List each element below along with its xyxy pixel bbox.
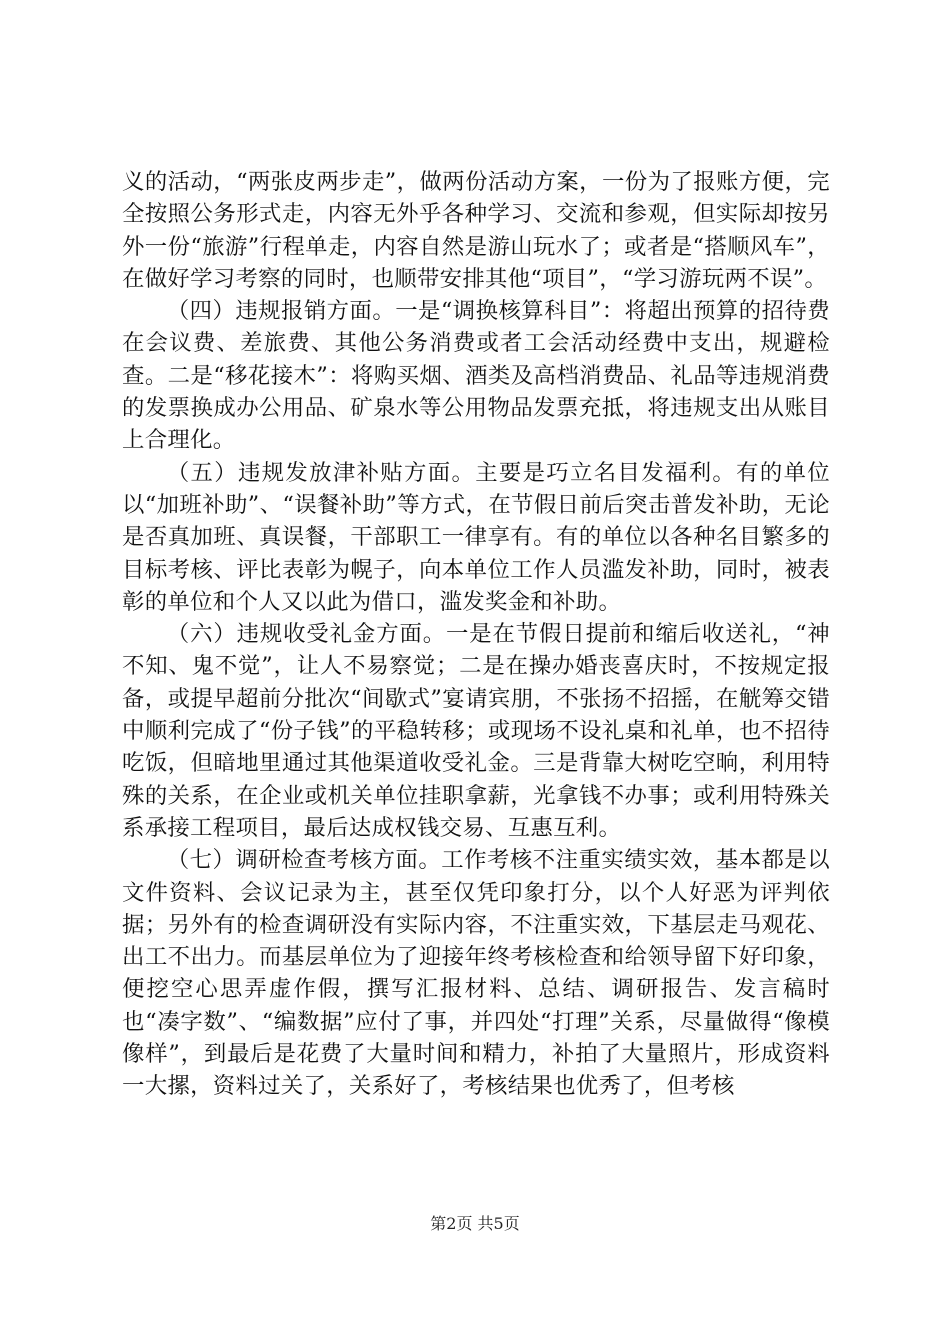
paragraph-section-5: （五）违规发放津补贴方面。主要是巧立名目发福利。有的单位以“加班补助”、“误餐补助”等方式，在节假日前后突击普发补助，无论是否真加班、真误餐，干部职工一律享有。有的单位以各种名目繁多的目标考核、评比表彰为幌子，向本单位工作人员滥发补助，同时，被表彰的单位和个人又以此为借口，滥发奖金和补助。 — [122, 459, 830, 615]
page-number-footer: 第2页 共5页 — [430, 1214, 520, 1233]
paragraph-section-4: （四）违规报销方面。一是“调换核算科目”：将超出预算的招待费在会议费、差旅费、其他公务消费或者工会活动经费中支出，规避检查。二是“移花接木”：将购买烟、酒类及高档消费品、礼品等违规消费的发票换成办公用品、矿泉水等公用物品发票充抵，将违规支出从账目上合理化。 — [122, 298, 830, 454]
paragraph-section-7: （七）调研检查考核方面。工作考核不注重实绩实效，基本都是以文件资料、会议记录为主，甚至仅凭印象打分，以个人好恶为评判依据；另外有的检查调研没有实际内容，不注重实效，下基层走马观花、出工不出力。而基层单位为了迎接年终考核检查和给领导留下好印象，便挖空心思弄虚作假，撰写汇报材料、总结、调研报告、发言稿时也“凑字数”、“编数据”应付了事，并四处“打理”关系，尽量做得“像模像样”，到最后是花费了大量时间和精力，补拍了大量照片，形成资料一大摞，资料过关了，关系好了，考核结果也优秀了，但考核 — [122, 847, 830, 1100]
document-body — [122, 166, 830, 1103]
paragraph-continuation: 义的活动，“两张皮两步走”，做两份活动方案，一份为了报账方便，完全按照公务形式走，内容无外乎各种学习、交流和参观，但实际却按另外一份“旅游”行程单走，内容自然是游山玩水了；或者是“搭顺风车”，在做好学习考察的同时，也顺带安排其他“项目”，“学习游玩两不误”。 — [122, 169, 830, 292]
paragraph-section-6: （六）违规收受礼金方面。一是在节假日提前和缩后收送礼，“神不知、鬼不觉”，让人不易察觉；二是在操办婚丧喜庆时，不按规定报备，或提早超前分批次“间歇式”宴请宾朋，不张扬不招摇，在觥筹交错中顺利完成了“份子钱”的平稳转移；或现场不设礼桌和礼单，也不招待吃饭，但暗地里通过其他渠道收受礼金。三是背靠大树吃空晌，利用特殊的关系，在企业或机关单位挂职拿薪，光拿钱不办事；或利用特殊关系承接工程项目，最后达成权钱交易、互惠互利。 — [122, 621, 830, 841]
